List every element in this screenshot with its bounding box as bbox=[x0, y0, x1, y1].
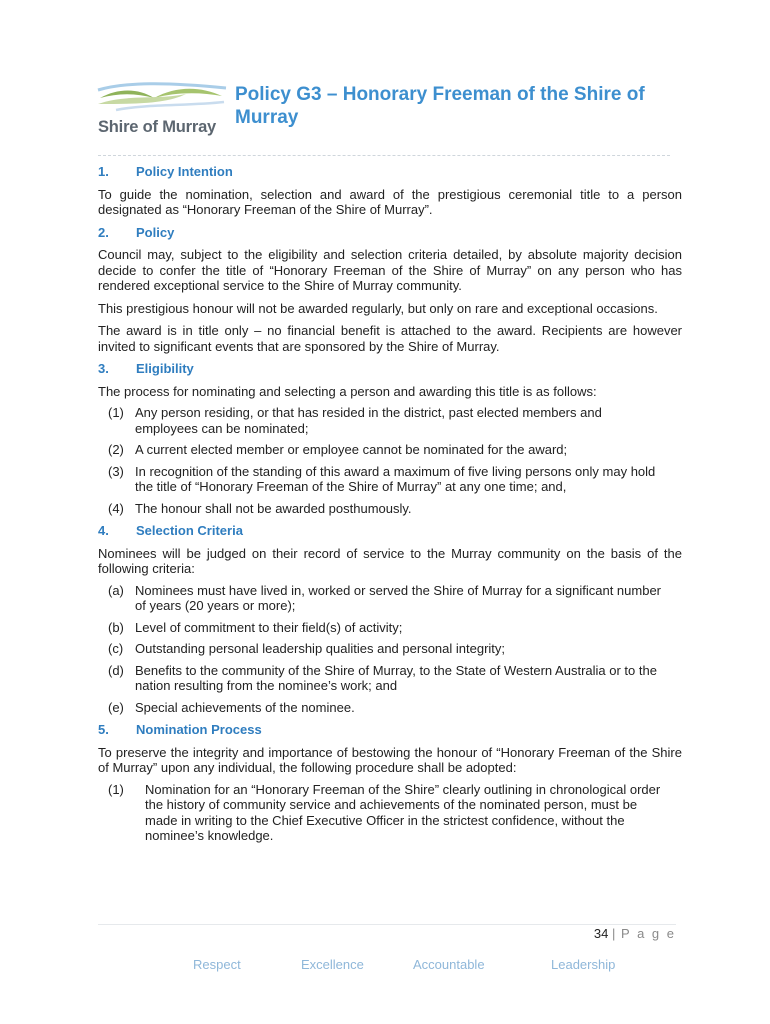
footer-value-respect: Respect bbox=[193, 957, 241, 972]
footer-divider bbox=[98, 924, 676, 925]
section-number: 5. bbox=[98, 722, 109, 737]
paragraph: Council may, subject to the eligibility and selection criteria detailed, by absolute majority decision decide to confer the title of “Honorary Freeman of the Shire of Murray” on any person who has rendered exceptional service to the Shire of Murray community. bbox=[98, 247, 682, 293]
section-title: Policy bbox=[136, 224, 175, 240]
list-item bbox=[98, 583, 682, 614]
section-title: Policy Intention bbox=[136, 164, 233, 179]
list-text: The honour shall not be awarded posthumously. bbox=[135, 500, 412, 516]
list-text: Outstanding personal leadership qualities and personal integrity; bbox=[135, 641, 506, 656]
list-text: Benefits to the community of the Shire of Murray, to the State of Western Australia or to the nation resulting from the nominee’s work; and bbox=[135, 662, 657, 693]
page-label: P a g e bbox=[621, 926, 676, 941]
list-label: (3) bbox=[108, 463, 124, 479]
page-title: Policy G3 – Honorary Freeman of the Shire of Murray bbox=[235, 84, 645, 128]
list-item bbox=[98, 641, 682, 657]
paragraph: The award is in title only – no financial benefit is attached to the award. Recipients are however invited to significant events that are sponsored by the Shire of Murray. bbox=[98, 323, 682, 354]
policy-body bbox=[98, 164, 682, 844]
list-label: (e) bbox=[108, 699, 124, 715]
section-number: 3. bbox=[98, 361, 109, 376]
list-item bbox=[98, 442, 682, 458]
logo-waves-icon bbox=[96, 80, 228, 120]
footer-value-excellence: Excellence bbox=[301, 957, 364, 972]
page-number bbox=[594, 926, 676, 941]
list-text: Any person residing, or that has resided in the district, past elected members and employees can be nominated; bbox=[135, 405, 602, 436]
footer-value-accountable: Accountable bbox=[413, 957, 485, 972]
section-number: 4. bbox=[98, 523, 109, 538]
list-label: (c) bbox=[108, 641, 124, 656]
section-number: 1. bbox=[98, 164, 109, 179]
list-label: (d) bbox=[108, 662, 124, 678]
section-heading-policy bbox=[98, 225, 682, 241]
section-title: Eligibility bbox=[136, 361, 194, 376]
section-heading-nomination-process bbox=[98, 722, 682, 738]
list-item bbox=[98, 501, 682, 517]
footer-value-leadership: Leadership bbox=[551, 957, 616, 972]
section-heading-eligibility bbox=[98, 361, 682, 377]
header-divider bbox=[98, 155, 670, 156]
list-item bbox=[98, 620, 682, 636]
paragraph: Nominees will be judged on their record of service to the Murray community on the basis of the following criteria: bbox=[98, 545, 682, 576]
list-label: (2) bbox=[108, 442, 124, 457]
list-label: (b) bbox=[108, 619, 124, 635]
logo-text: Shire of Murray bbox=[98, 118, 217, 136]
list-item bbox=[98, 405, 682, 436]
list-text: Special achievements of the nominee. bbox=[135, 699, 355, 715]
section-title: Nomination Process bbox=[136, 722, 262, 737]
page-number-separator: | bbox=[612, 926, 618, 941]
list-text: A current elected member or employee cannot be nominated for the award; bbox=[135, 442, 568, 457]
list-item bbox=[98, 464, 682, 495]
list-label: (4) bbox=[108, 500, 124, 516]
list-text: Level of commitment to their field(s) of activity; bbox=[135, 619, 403, 635]
list-item bbox=[98, 700, 682, 716]
list-label: (a) bbox=[108, 582, 124, 598]
shire-logo bbox=[96, 80, 228, 136]
section-heading-policy-intention bbox=[98, 164, 682, 180]
list-item bbox=[98, 782, 682, 844]
list-text: Nominees must have lived in, worked or served the Shire of Murray for a significant number of years (20 years or more); bbox=[135, 582, 662, 613]
paragraph: To guide the nomination, selection and award of the prestigious ceremonial title to a person designated as “Honorary Freeman of the Shire of Murray”. bbox=[98, 186, 682, 217]
section-title: Selection Criteria bbox=[136, 523, 243, 538]
page-number-value: 34 bbox=[593, 926, 609, 941]
paragraph: To preserve the integrity and importance of bestowing the honour of “Honorary Freeman of the Shire of Murray” upon any individual, the following procedure shall be adopted: bbox=[98, 744, 682, 775]
paragraph: The process for nominating and selecting a person and awarding this title is as follows: bbox=[98, 383, 597, 399]
list-text: Nomination for an “Honorary Freeman of the Shire” clearly outlining in chronological order the history of community service and achievements of the nominated person, must be made in writing to the Chief Executive Officer in the strictest confidence, without the nominee’s knowledge. bbox=[145, 781, 661, 843]
list-label: (1) bbox=[108, 405, 124, 420]
section-number: 2. bbox=[98, 224, 109, 240]
list-label: (1) bbox=[108, 781, 124, 797]
paragraph: This prestigious honour will not be awarded regularly, but only on rare and exceptional occasions. bbox=[98, 300, 658, 316]
section-heading-selection-criteria bbox=[98, 523, 682, 539]
list-item bbox=[98, 663, 682, 694]
list-text: In recognition of the standing of this award a maximum of five living persons only may hold the title of “Honorary Freeman of the Shire of Murray” at any one time; and, bbox=[135, 463, 656, 494]
